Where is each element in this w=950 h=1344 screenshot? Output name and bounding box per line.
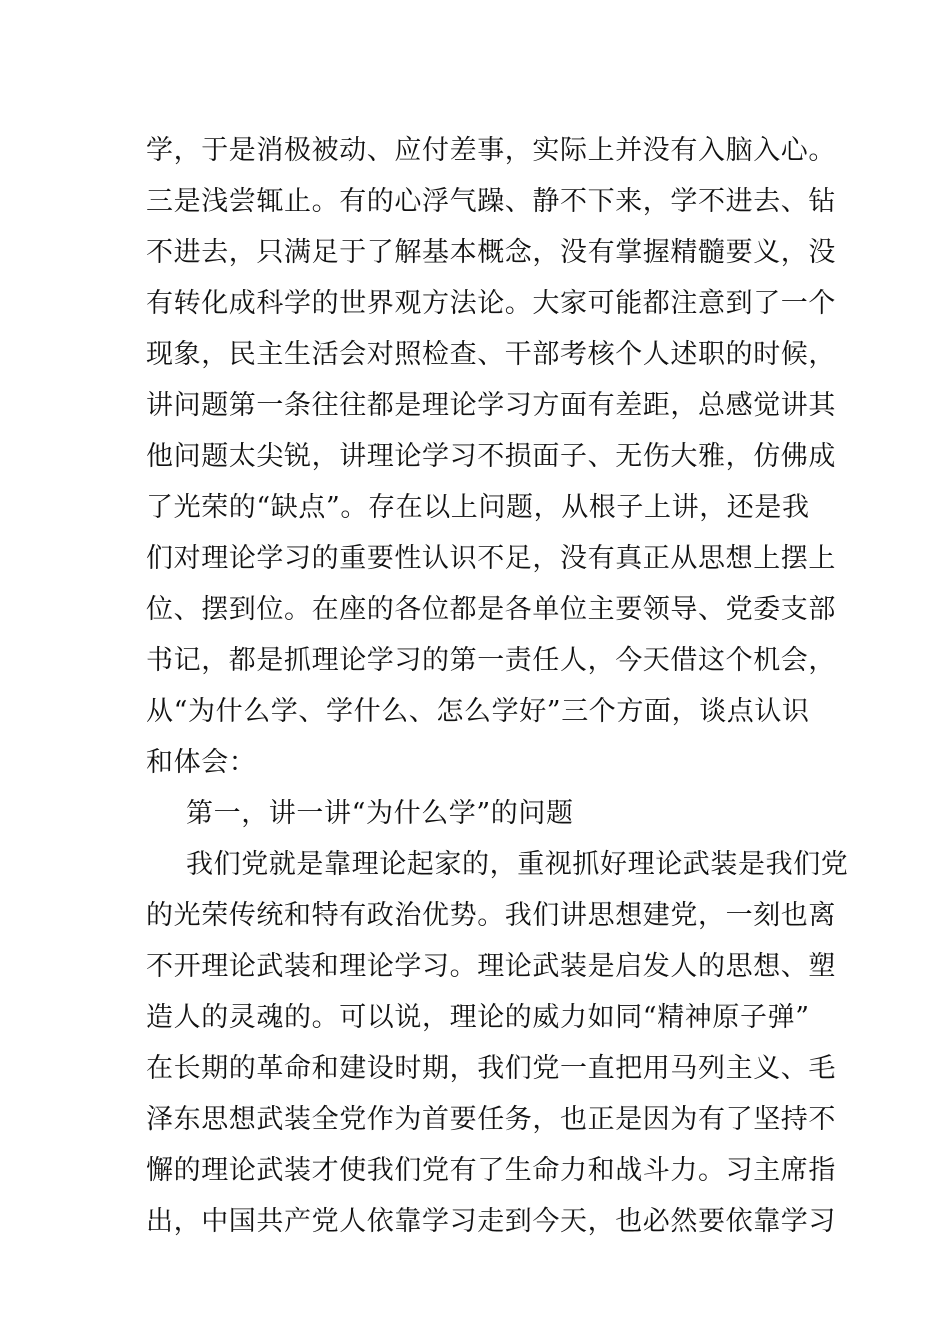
text-line: 现象，民主生活会对照检查、干部考核个人述职的时候， <box>146 339 836 370</box>
text-line: 泽东思想武装全党作为首要任务，也正是因为有了坚持不 <box>146 1104 836 1135</box>
text-line: 从“为什么学、学什么、怎么学好”三个方面，谈点认识 <box>146 696 810 727</box>
text-line: 我们党就是靠理论起家的，重视抓好理论武装是我们党 <box>186 849 849 880</box>
text-line: 学，于是消极被动、应付差事，实际上并没有入脑入心。 <box>146 135 836 166</box>
text-line: 们对理论学习的重要性认识不足，没有真正从思想上摆上 <box>146 543 836 574</box>
text-line: 在长期的革命和建设时期，我们党一直把用马列主义、毛 <box>146 1053 836 1084</box>
text-line: 造人的灵魂的。可以说，理论的威力如同“精神原子弹” <box>146 1002 810 1033</box>
text-line: 不开理论武装和理论学习。理论武装是启发人的思想、塑 <box>146 951 836 982</box>
text-line: 他问题太尖锐，讲理论学习不损面子、无伤大雅，仿佛成 <box>146 441 836 472</box>
text-line: 的光荣传统和特有政治优势。我们讲思想建党，一刻也离 <box>146 900 836 931</box>
text-line: 位、摆到位。在座的各位都是各单位主要领导、党委支部 <box>146 594 836 625</box>
text-line: 三是浅尝辄止。有的心浮气躁、静不下来，学不进去、钻 <box>146 186 836 217</box>
text-line: 讲问题第一条往往都是理论学习方面有差距，总感觉讲其 <box>146 390 836 421</box>
text-line: 有转化成科学的世界观方法论。大家可能都注意到了一个 <box>146 288 836 319</box>
text-line: 书记，都是抓理论学习的第一责任人，今天借这个机会， <box>146 645 836 676</box>
section-heading: 第一，讲一讲“为什么学”的问题 <box>186 798 574 829</box>
text-line: 了光荣的“缺点”。存在以上问题，从根子上讲，还是我 <box>146 492 810 523</box>
text-line: 不进去，只满足于了解基本概念，没有掌握精髓要义，没 <box>146 237 836 268</box>
text-line: 和体会： <box>146 747 257 778</box>
text-line: 出，中国共产党人依靠学习走到今天，也必然要依靠学习 <box>146 1206 836 1237</box>
text-line: 懈的理论武装才使我们党有了生命力和战斗力。习主席指 <box>146 1155 836 1186</box>
